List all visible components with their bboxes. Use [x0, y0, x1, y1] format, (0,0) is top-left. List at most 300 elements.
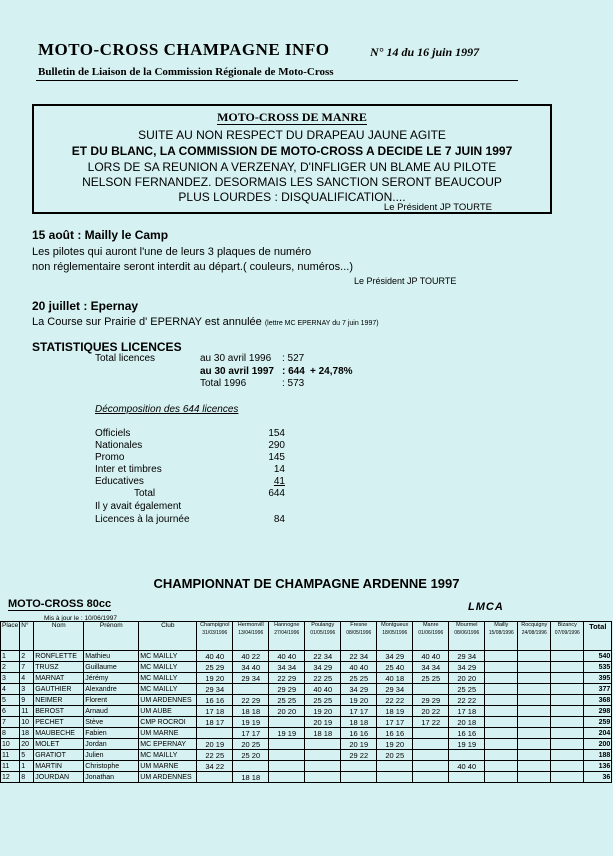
- cell-score: [551, 651, 584, 662]
- results-header-row: [1, 622, 612, 651]
- mailly-signature: Le Président JP TOURTE: [354, 276, 457, 286]
- cell-score: 18 18: [341, 717, 377, 728]
- header-divider: [36, 80, 518, 81]
- stats-row-1997-label: au 30 avril 1997: [200, 366, 274, 377]
- cell-score: [413, 772, 449, 783]
- cell-score: 16 16: [449, 728, 485, 739]
- cell-place: 11: [1, 761, 20, 772]
- cell-num: 3: [20, 684, 34, 695]
- cell-num: 1: [20, 761, 34, 772]
- table-row: [1, 772, 612, 783]
- cell-score: 25 25: [449, 684, 485, 695]
- cell-score: [551, 684, 584, 695]
- cell-score: 34 40: [233, 662, 269, 673]
- cell-num: 5: [20, 750, 34, 761]
- event-name: Hannogne: [274, 622, 300, 628]
- cell-first: Alexandre: [84, 684, 139, 695]
- cell-score: [518, 673, 551, 684]
- cell-score: [269, 772, 305, 783]
- lmca-logo: LMCA: [468, 601, 504, 613]
- event-name: Champignol: [200, 622, 230, 628]
- cell-score: [518, 750, 551, 761]
- cell-score: 34 29: [341, 684, 377, 695]
- cell-club: MC MAILLY: [139, 673, 197, 684]
- cell-total: 259: [584, 717, 612, 728]
- cell-place: 10: [1, 739, 20, 750]
- event-date: 18/05/1996: [382, 630, 408, 636]
- stats-total-label: Total licences: [95, 353, 156, 364]
- cell-score: 34 29: [305, 662, 341, 673]
- breakdown-label-educatives: Educatives: [95, 476, 144, 487]
- cell-score: [551, 695, 584, 706]
- cell-first: Jérémy: [84, 673, 139, 684]
- cell-score: 18 18: [233, 706, 269, 717]
- table-row: [1, 761, 612, 772]
- cell-score: 40 40: [305, 684, 341, 695]
- stats-row-1997-pct: + 24,78%: [310, 366, 353, 377]
- notice-line-1: SUITE AU NON RESPECT DU DRAPEAU JAUNE AGITE: [138, 128, 446, 142]
- cell-total: 136: [584, 761, 612, 772]
- header-club: Club: [139, 622, 197, 651]
- breakdown-value-officiels: 154: [268, 428, 285, 439]
- cell-score: 22 22: [377, 695, 413, 706]
- cell-score: 25 20: [233, 750, 269, 761]
- cell-num: 4: [20, 673, 34, 684]
- event-date: 08/06/1996: [454, 630, 480, 636]
- event-name: Poulangy: [311, 622, 335, 628]
- breakdown-value-promo: 145: [268, 452, 285, 463]
- notice-title: MOTO-CROSS DE MANRE: [217, 110, 367, 124]
- cell-place: 12: [1, 772, 20, 783]
- header-event: [551, 622, 584, 651]
- breakdown-title: Décomposition des 644 licences: [95, 404, 239, 415]
- cell-club: MC MAILLY: [139, 651, 197, 662]
- cell-num: 7: [20, 662, 34, 673]
- cell-score: 25 29: [197, 662, 233, 673]
- cell-score: [485, 695, 518, 706]
- cell-score: 40 40: [269, 651, 305, 662]
- cell-score: 34 29: [377, 651, 413, 662]
- table-row: [1, 684, 612, 695]
- cell-score: [485, 673, 518, 684]
- table-row: [1, 662, 612, 673]
- cell-score: 22 34: [341, 651, 377, 662]
- cell-num: 11: [20, 706, 34, 717]
- issue-number: N° 14 du 16 juin 1997: [370, 45, 480, 59]
- cell-score: 40 40: [341, 662, 377, 673]
- breakdown-value-nationales: 290: [268, 440, 285, 451]
- cell-score: [518, 739, 551, 750]
- cell-score: 40 40: [449, 761, 485, 772]
- breakdown-value-day: 84: [273, 514, 285, 525]
- cell-place: 5: [1, 695, 20, 706]
- cell-score: [269, 750, 305, 761]
- header-event: [341, 622, 377, 651]
- cell-club: UM ARDENNES: [139, 695, 197, 706]
- cell-score: [551, 706, 584, 717]
- cell-score: [305, 739, 341, 750]
- cell-score: [518, 706, 551, 717]
- cell-first: Arnaud: [84, 706, 139, 717]
- cell-score: 20 19: [197, 739, 233, 750]
- cell-total: 377: [584, 684, 612, 695]
- cell-club: CMP ROCROI: [139, 717, 197, 728]
- breakdown-value-educatives: 41: [273, 476, 285, 487]
- cell-score: [269, 739, 305, 750]
- header-event: [197, 622, 233, 651]
- cell-club: UM MARNE: [139, 728, 197, 739]
- breakdown-label-nationales: Nationales: [95, 440, 143, 451]
- cell-score: [518, 761, 551, 772]
- header-num: N°: [20, 622, 34, 651]
- event-date: 15/08/1996: [488, 630, 514, 636]
- cell-score: 20 20: [449, 673, 485, 684]
- cell-score: [197, 772, 233, 783]
- cell-total: 298: [584, 706, 612, 717]
- cell-score: [485, 739, 518, 750]
- cell-score: 34 34: [413, 662, 449, 673]
- cell-name: NEIMER: [34, 695, 84, 706]
- event-date: 08/05/1996: [346, 630, 372, 636]
- cell-num: 10: [20, 717, 34, 728]
- cell-club: UM MARNE: [139, 761, 197, 772]
- cell-score: 22 25: [197, 750, 233, 761]
- cell-score: 34 34: [269, 662, 305, 673]
- cell-score: 20 25: [377, 750, 413, 761]
- event-name: Montgueux: [381, 622, 409, 628]
- event-name: Manre: [422, 622, 439, 628]
- header-total: Total: [584, 622, 612, 651]
- cell-score: 34 22: [197, 761, 233, 772]
- header-event: [377, 622, 413, 651]
- cell-score: 25 40: [377, 662, 413, 673]
- cell-score: 29 34: [197, 684, 233, 695]
- event-name: Mailly: [494, 622, 509, 628]
- cell-score: [341, 772, 377, 783]
- cell-name: BEROST: [34, 706, 84, 717]
- breakdown-label-promo: Promo: [95, 452, 125, 463]
- stats-row-1997-value: : 644: [282, 366, 305, 377]
- cell-score: [449, 772, 485, 783]
- cell-score: 22 29: [233, 695, 269, 706]
- cell-score: 18 18: [305, 728, 341, 739]
- cell-club: UM AUBE: [139, 706, 197, 717]
- cell-score: 19 19: [449, 739, 485, 750]
- cell-score: 29 34: [233, 673, 269, 684]
- cell-score: 25 25: [305, 695, 341, 706]
- cell-place: 7: [1, 717, 20, 728]
- cell-score: 40 40: [413, 651, 449, 662]
- cell-score: [377, 772, 413, 783]
- cell-name: JOURDAN: [34, 772, 84, 783]
- cell-place: 6: [1, 706, 20, 717]
- cell-score: 18 17: [197, 717, 233, 728]
- cell-score: 17 17: [341, 706, 377, 717]
- event-name: Bizancy: [557, 622, 577, 628]
- cell-score: 20 19: [341, 739, 377, 750]
- cell-score: 25 25: [341, 673, 377, 684]
- cell-score: 17 22: [413, 717, 449, 728]
- cell-score: [551, 728, 584, 739]
- cell-score: 29 29: [413, 695, 449, 706]
- event-name: Rocquigny: [521, 622, 548, 628]
- cell-score: 17 18: [197, 706, 233, 717]
- cell-total: 204: [584, 728, 612, 739]
- cell-score: 29 34: [449, 651, 485, 662]
- cell-score: [485, 761, 518, 772]
- cell-first: Christophe: [84, 761, 139, 772]
- event-date: 07/09/1996: [554, 630, 580, 636]
- table-row: [1, 706, 612, 717]
- cell-score: [197, 728, 233, 739]
- cell-name: TRUSZ: [34, 662, 84, 673]
- notice-line-3: LORS DE SA REUNION A VERZENAY, D'INFLIGER UN BLAME AU PILOTE: [87, 160, 497, 174]
- cell-score: [485, 717, 518, 728]
- cell-score: [551, 739, 584, 750]
- cell-score: [551, 772, 584, 783]
- table-row: [1, 728, 612, 739]
- header-event: [413, 622, 449, 651]
- cell-score: [551, 673, 584, 684]
- cell-score: [551, 750, 584, 761]
- cell-score: [449, 750, 485, 761]
- cell-name: PECHET: [34, 717, 84, 728]
- cell-score: [305, 772, 341, 783]
- cell-score: 19 19: [233, 717, 269, 728]
- cell-score: [305, 761, 341, 772]
- cell-score: [413, 739, 449, 750]
- event-name: Fresne: [350, 622, 368, 628]
- cell-total: 535: [584, 662, 612, 673]
- cell-score: 17 18: [449, 706, 485, 717]
- notice-line-2: ET DU BLANC, LA COMMISSION DE MOTO-CROSS A DECIDE LE 7 JUIN 1997: [71, 144, 513, 158]
- cell-score: 16 16: [341, 728, 377, 739]
- cell-score: 22 29: [269, 673, 305, 684]
- championship-title: CHAMPIONNAT DE CHAMPAGNE ARDENNE 1997: [153, 576, 460, 591]
- newsletter-subtitle: Bulletin de Liaison de la Commission Régionale de Moto-Cross: [38, 66, 334, 78]
- cell-score: [269, 717, 305, 728]
- event-date: 01/06/1996: [418, 630, 444, 636]
- breakdown-label-also: Il y avait également: [95, 501, 182, 512]
- cell-score: [518, 695, 551, 706]
- event-name: Hermonvill: [237, 622, 264, 628]
- cell-num: 8: [20, 772, 34, 783]
- cell-num: 18: [20, 728, 34, 739]
- mailly-heading: 15 août : Mailly le Camp: [32, 228, 169, 242]
- breakdown-label-inter: Inter et timbres: [95, 464, 162, 475]
- cell-club: MC MAILLY: [139, 684, 197, 695]
- table-row: [1, 739, 612, 750]
- cell-club: UM ARDENNES: [139, 772, 197, 783]
- table-row: [1, 695, 612, 706]
- cell-score: [341, 761, 377, 772]
- notice-line-5: PLUS LOURDES : DISQUALIFICATION....: [178, 190, 406, 204]
- cell-score: [485, 684, 518, 695]
- breakdown-label-total: Total: [134, 488, 156, 499]
- cell-score: [233, 761, 269, 772]
- category-title: MOTO-CROSS 80cc: [8, 598, 112, 610]
- cell-score: [377, 761, 413, 772]
- table-row: [1, 673, 612, 684]
- cell-name: GRATIOT: [34, 750, 84, 761]
- header-name: Nom: [34, 622, 84, 651]
- update-date: Mis à jour le : 10/06/1997: [44, 615, 117, 622]
- cell-score: [551, 761, 584, 772]
- cell-score: [551, 717, 584, 728]
- cell-total: 368: [584, 695, 612, 706]
- cell-score: 40 40: [197, 651, 233, 662]
- event-date: 27/04/1996: [274, 630, 300, 636]
- cell-first: Fabien: [84, 728, 139, 739]
- breakdown-value-inter: 14: [273, 464, 285, 475]
- event-name: Mourmel: [456, 622, 478, 628]
- cell-num: 9: [20, 695, 34, 706]
- cell-score: [518, 651, 551, 662]
- cell-place: 2: [1, 662, 20, 673]
- cell-score: [518, 684, 551, 695]
- cell-name: RONFLETTE: [34, 651, 84, 662]
- cell-first: Jonathan: [84, 772, 139, 783]
- table-row: [1, 750, 612, 761]
- stats-row-1996-label: au 30 avril 1996: [200, 353, 272, 364]
- cell-score: [485, 728, 518, 739]
- event-date: 13/04/1996: [238, 630, 264, 636]
- header-first: Prénom: [84, 622, 139, 651]
- breakdown-label-officiels: Officiels: [95, 428, 131, 439]
- cell-score: 17 17: [233, 728, 269, 739]
- cell-score: [518, 662, 551, 673]
- cell-score: 20 22: [413, 706, 449, 717]
- cell-place: 4: [1, 684, 20, 695]
- cell-first: Jordan: [84, 739, 139, 750]
- cell-score: 29 34: [377, 684, 413, 695]
- cell-score: 25 25: [269, 695, 305, 706]
- header-place: Place: [1, 622, 20, 651]
- stats-heading: STATISTIQUES LICENCES: [32, 340, 182, 354]
- cell-score: 20 19: [305, 717, 341, 728]
- epernay-text: La Course sur Prairie d' EPERNAY est annulée (lettre MC EPERNAY du 7 juin 1997): [32, 316, 379, 328]
- cell-num: 20: [20, 739, 34, 750]
- notice-box: [32, 104, 552, 214]
- cell-score: [485, 750, 518, 761]
- cell-score: 20 25: [233, 739, 269, 750]
- cell-num: 2: [20, 651, 34, 662]
- cell-first: Guillaume: [84, 662, 139, 673]
- header-event: [449, 622, 485, 651]
- notice-line-4: NELSON FERNANDEZ. DESORMAIS LES SANCTION SERONT BEAUCOUP: [82, 175, 502, 189]
- cell-score: [485, 651, 518, 662]
- header-event: [233, 622, 269, 651]
- cell-score: 29 22: [341, 750, 377, 761]
- stats-row-total-label: Total 1996: [200, 378, 247, 389]
- table-row: [1, 651, 612, 662]
- cell-score: [518, 772, 551, 783]
- cell-score: 34 29: [449, 662, 485, 673]
- header-event: [485, 622, 518, 651]
- cell-score: 40 22: [233, 651, 269, 662]
- cell-score: 20 20: [269, 706, 305, 717]
- cell-score: [305, 750, 341, 761]
- cell-place: 1: [1, 651, 20, 662]
- breakdown-label-day: Licences à la journée: [95, 514, 190, 525]
- cell-score: 22 34: [305, 651, 341, 662]
- cell-score: 17 17: [377, 717, 413, 728]
- cell-score: [233, 684, 269, 695]
- cell-name: MARTIN: [34, 761, 84, 772]
- stats-row-total-value: : 573: [282, 378, 305, 389]
- cell-total: 200: [584, 739, 612, 750]
- epernay-heading: 20 juillet : Epernay: [32, 299, 139, 313]
- cell-score: [269, 761, 305, 772]
- header-event: [518, 622, 551, 651]
- cell-score: 16 16: [377, 728, 413, 739]
- cell-score: [413, 684, 449, 695]
- cell-score: 19 20: [197, 673, 233, 684]
- cell-place: 3: [1, 673, 20, 684]
- cell-score: [551, 662, 584, 673]
- results-table: [0, 621, 612, 783]
- cell-total: 188: [584, 750, 612, 761]
- cell-place: 11: [1, 750, 20, 761]
- cell-total: 540: [584, 651, 612, 662]
- cell-score: 20 18: [449, 717, 485, 728]
- cell-club: MC MAILLY: [139, 750, 197, 761]
- cell-club: MC MAILLY: [139, 662, 197, 673]
- cell-score: 29 29: [269, 684, 305, 695]
- cell-score: 18 18: [233, 772, 269, 783]
- cell-name: MOLET: [34, 739, 84, 750]
- cell-score: [518, 717, 551, 728]
- cell-first: Stève: [84, 717, 139, 728]
- cell-name: GAUTHIER: [34, 684, 84, 695]
- cell-score: 22 22: [449, 695, 485, 706]
- cell-score: 18 19: [377, 706, 413, 717]
- cell-score: [485, 662, 518, 673]
- cell-score: 22 25: [305, 673, 341, 684]
- header-event: [269, 622, 305, 651]
- cell-score: 25 25: [413, 673, 449, 684]
- cell-score: [413, 761, 449, 772]
- cell-first: Florent: [84, 695, 139, 706]
- cell-score: 19 20: [377, 739, 413, 750]
- cell-name: MARNAT: [34, 673, 84, 684]
- cell-score: 19 19: [269, 728, 305, 739]
- cell-score: [485, 772, 518, 783]
- cell-place: 8: [1, 728, 20, 739]
- event-date: 24/08/1996: [521, 630, 547, 636]
- cell-first: Mathieu: [84, 651, 139, 662]
- cell-club: MC EPERNAY: [139, 739, 197, 750]
- cell-score: [413, 750, 449, 761]
- cell-score: 16 16: [197, 695, 233, 706]
- notice-signature: Le Président JP TOURTE: [383, 202, 492, 213]
- cell-score: [413, 728, 449, 739]
- mailly-line-2: non réglementaire seront interdit au départ.( couleurs, numéros...): [32, 261, 353, 273]
- cell-score: 19 20: [341, 695, 377, 706]
- event-date: 31/03/1996: [202, 630, 228, 636]
- stats-row-1996-value: : 527: [282, 353, 305, 364]
- cell-total: 395: [584, 673, 612, 684]
- cell-total: 36: [584, 772, 612, 783]
- epernay-note: (lettre MC EPERNAY du 7 juin 1997): [264, 320, 379, 327]
- cell-first: Julien: [84, 750, 139, 761]
- newsletter-title: MOTO-CROSS CHAMPAGNE INFO: [38, 40, 330, 59]
- event-date: 01/05/1996: [310, 630, 336, 636]
- cell-name: MAUBECHE: [34, 728, 84, 739]
- table-row: [1, 717, 612, 728]
- cell-score: 40 18: [377, 673, 413, 684]
- breakdown-value-total: 644: [268, 488, 285, 499]
